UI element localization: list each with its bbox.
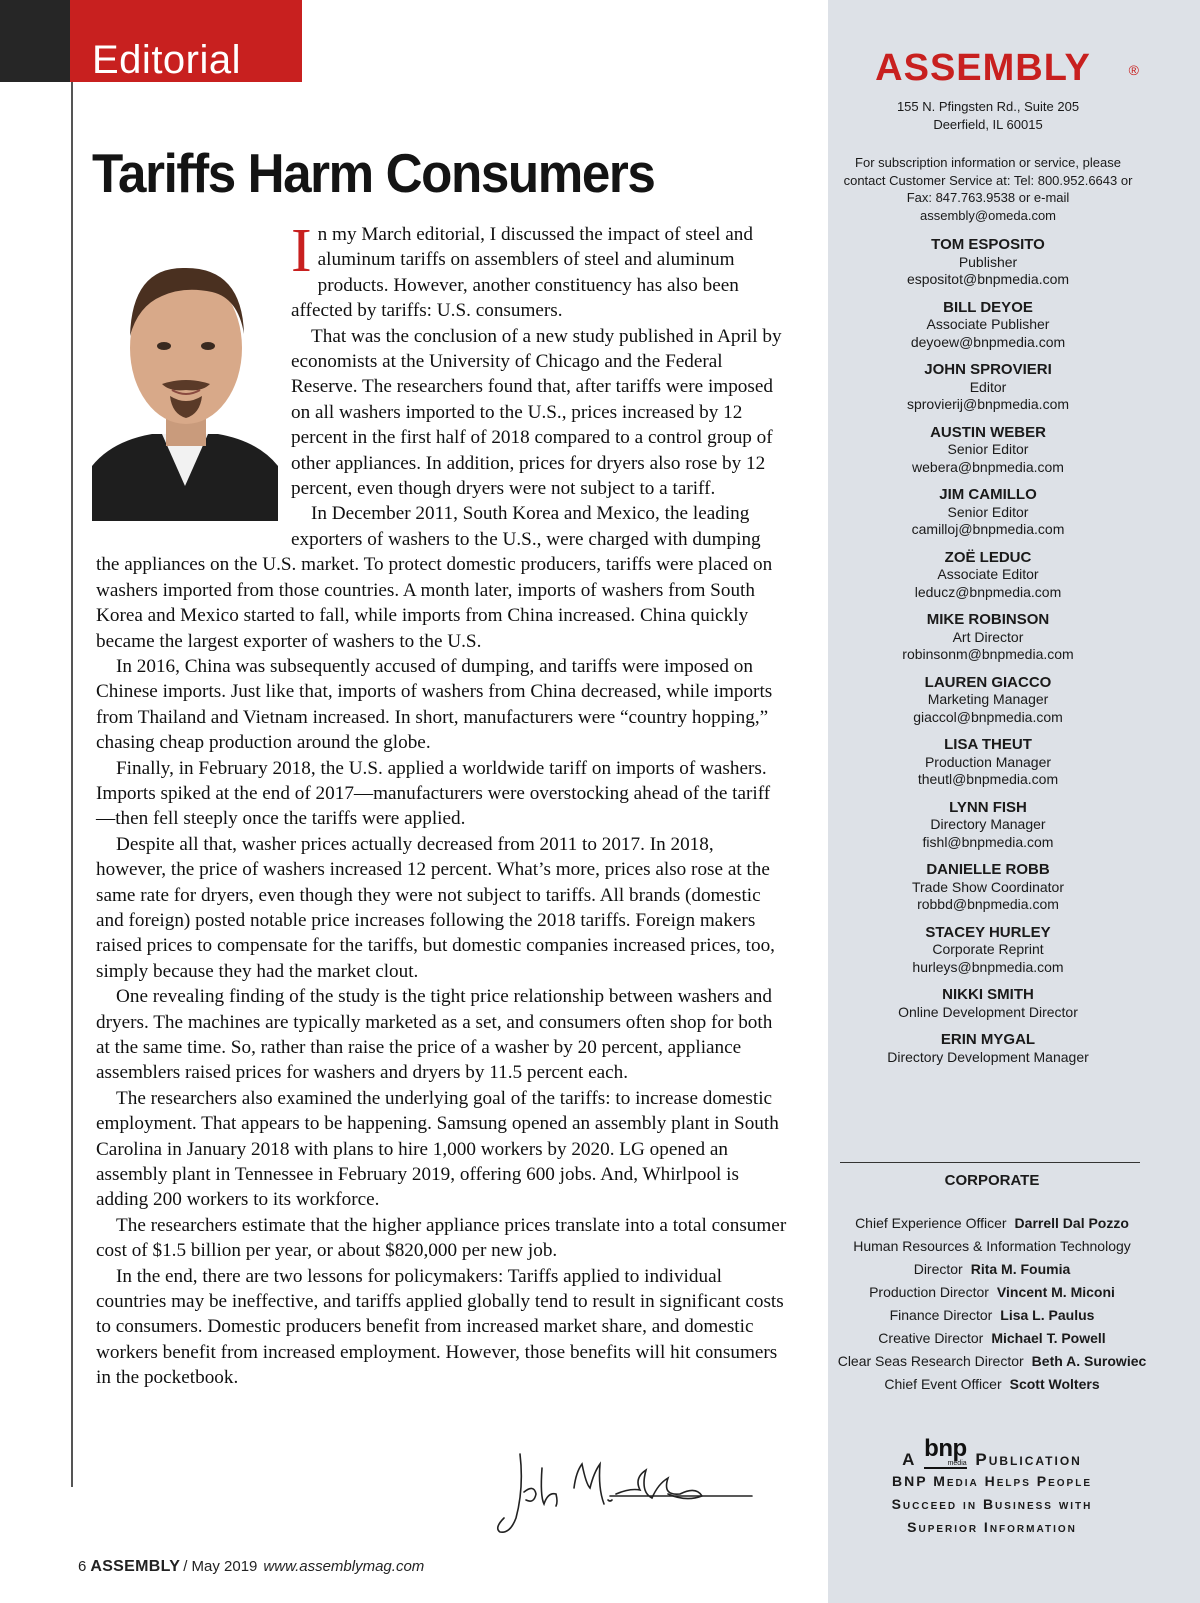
subscription-line: For subscription information or service, please (855, 155, 1121, 170)
article-headline: Tariffs Harm Consumers (92, 142, 655, 204)
staff-email[interactable]: sprovierij@bnpmedia.com (906, 396, 1070, 412)
footer-magazine-name: ASSEMBLY (90, 1558, 181, 1575)
staff-name: ERIN MYGAL (940, 1031, 1036, 1048)
page-number: 6 (78, 1558, 87, 1575)
column-rule (71, 82, 73, 1487)
staff-title: Art Director (952, 628, 1024, 645)
staff-title: Associate Editor (937, 566, 1039, 582)
article-paragraph: In 2016, China was subsequently accused of dumping, and tariffs were imposed on Chinese imports. Just like that, imports of washers from China decreased, while imports from Thailand and Vietnam increased. In short, manufacturers were “country hopping,” chasing cheap production around the globe. (96, 655, 773, 754)
staff-entry (828, 861, 1148, 914)
corporate-entry (828, 1304, 1156, 1327)
staff-name: AUSTIN WEBER (930, 423, 1046, 441)
tagline-line: Superior Information (907, 1519, 1077, 1535)
article-body (96, 217, 788, 1391)
staff-email[interactable]: theutl@bnpmedia.com (917, 771, 1059, 787)
staff-title: Publisher (958, 253, 1018, 270)
corporate-name: Scott Wolters (1009, 1376, 1100, 1392)
staff-title: Directory Development Manager (887, 1048, 1089, 1065)
staff-title: Directory Manager (930, 816, 1046, 832)
staff-name: STACEY HURLEY (925, 923, 1051, 941)
bnp-prefix: A (902, 1450, 916, 1469)
corporate-name: Rita M. Foumia (970, 1261, 1071, 1277)
staff-entry (828, 361, 1148, 414)
staff-email[interactable]: giaccol@bnpmedia.com (913, 708, 1063, 725)
staff-entry (828, 799, 1148, 852)
staff-name: ZOË LEDUC (944, 548, 1032, 566)
bnp-tagline (828, 1470, 1156, 1539)
staff-email[interactable]: robinsonm@bnpmedia.com (902, 646, 1074, 662)
staff-entry (828, 986, 1148, 1021)
corporate-entry (828, 1327, 1156, 1350)
tagline-line: Succeed in Business with (891, 1496, 1093, 1512)
staff-name: BILL DEYOE (943, 298, 1033, 316)
corporate-entry (828, 1258, 1156, 1281)
bnp-media-logo (924, 1435, 967, 1469)
staff-name: LYNN FISH (949, 798, 1027, 816)
staff-entry (828, 486, 1148, 539)
staff-entry (828, 236, 1148, 289)
article-paragraph: One revealing finding of the study is the tight price relationship between washers and dryers. The machines are typically marketed as a set, and consumers often shop for both at the same time. So, rather than raise the price of a washer by 20 percent, appliance assemblers raised prices for washers and dryers by 11.5 percent each. (96, 986, 773, 1084)
staff-title: Senior Editor (947, 503, 1029, 520)
corporate-role: Clear Seas Research Director (837, 1353, 1024, 1369)
sidebar-divider (840, 1162, 1140, 1163)
corporate-role: Chief Experience Officer (855, 1215, 1007, 1231)
bnp-publication-label: Publication (975, 1450, 1082, 1469)
article-paragraph-text: n my March editorial, I discussed the impact of steel and aluminum tariffs on assemblers of steel and aluminum products. However, another constituency has also been affected by tariffs: U.S. consumers. (291, 224, 753, 322)
corporate-role: Human Resources & Information Technology (853, 1238, 1131, 1254)
section-tab-accent (0, 0, 70, 82)
staff-name: MIKE ROBINSON (926, 611, 1050, 628)
staff-title: Trade Show Coordinator (911, 878, 1064, 895)
address-line: 155 N. Pfingsten Rd., Suite 205 (896, 99, 1080, 114)
article-paragraph: Finally, in February 2018, the U.S. applied a worldwide tariff on imports of washers. Imports spiked at the end of 2017—manufacturers were overstocking ahead of the tariff—then fell steeply once the tariffs were applied. (96, 757, 771, 830)
staff-email[interactable]: fishl@bnpmedia.com (922, 833, 1054, 850)
article-paragraph: Despite all that, washer prices actually decreased from 2011 to 2017. In 2018, however, the price of washers increased 12 percent. What’s more, prices also rose at the same rate for dryers, even though they were not subject to tariffs. All brands (domestic and foreign) posted notable price increases following the 2018 tariffs. Foreign makers raised prices to compensate for the tariffs, but domestic companies increased prices, too, simply because they had the market clout. (96, 833, 775, 982)
footer-url[interactable]: www.assemblymag.com (263, 1558, 425, 1575)
corporate-name: Beth A. Surowiec (1031, 1353, 1147, 1369)
staff-list (828, 236, 1148, 1076)
corporate-entry (828, 1212, 1156, 1235)
staff-entry (828, 299, 1148, 352)
article-paragraph: In the end, there are two lessons for policymakers: Tariffs applied to individual countries may be ineffective, and tariffs applied globally tend to result in significant costs to consumers. Domestic producers benefit from increased market share, and domestic workers benefit from increased employment. However, those benefits will hit consumers in the pocketbook. (96, 1265, 784, 1389)
subscription-email[interactable]: assembly@omeda.com (919, 207, 1057, 223)
staff-title: Editor (969, 378, 1007, 395)
section-tab (70, 0, 302, 82)
staff-entry (828, 424, 1148, 477)
bnp-publication-line (828, 1435, 1156, 1471)
corporate-role: Production Director (869, 1284, 989, 1300)
corporate-role: Creative Director (878, 1330, 984, 1346)
staff-title: Associate Publisher (926, 316, 1050, 332)
drop-cap: I (291, 217, 312, 285)
corporate-role: Finance Director (889, 1307, 993, 1323)
staff-name: NIKKI SMITH (942, 986, 1034, 1003)
article-paragraph: In December 2011, South Korea and Mexico, the leading exporters of washers to the U.S., were charged with dumping the appliances on the U.S. market. To protect domestic producers, tariffs were placed on washers imported from those countries. A month later, imports of washers from South Korea and Mexico started to fall, while imports from China increased. China quickly became the largest exporter of washers to the U.S. (96, 503, 773, 652)
staff-title: Production Manager (924, 753, 1052, 770)
staff-email[interactable]: leducz@bnpmedia.com (914, 583, 1062, 600)
staff-name: JIM CAMILLO (939, 486, 1037, 503)
staff-entry (828, 549, 1148, 602)
staff-name: LAUREN GIACCO (924, 673, 1052, 691)
assembly-logo-text: ASSEMBLY (875, 47, 1091, 89)
staff-email[interactable]: webera@bnpmedia.com (912, 458, 1064, 475)
corporate-entry (828, 1235, 1156, 1258)
staff-email[interactable]: hurleys@bnpmedia.com (912, 958, 1064, 975)
assembly-logo (838, 47, 1140, 89)
page-footer (78, 1558, 424, 1576)
staff-name: JOHN SPROVIERI (924, 361, 1052, 378)
staff-email[interactable]: robbd@bnpmedia.com (917, 896, 1059, 912)
staff-name: DANIELLE ROBB (926, 861, 1050, 878)
corporate-entry (828, 1350, 1156, 1373)
staff-title: Online Development Director (898, 1003, 1078, 1020)
subscription-info (828, 154, 1148, 224)
corporate-name: Michael T. Powell (991, 1330, 1106, 1346)
corporate-heading: CORPORATE (944, 1172, 1040, 1189)
staff-email[interactable]: espositot@bnpmedia.com (906, 271, 1070, 287)
masthead-address (828, 98, 1148, 134)
photo-wrap-spacer (96, 222, 291, 527)
staff-name: TOM ESPOSITO (931, 236, 1045, 253)
masthead-sidebar (828, 0, 1200, 1603)
tagline-line: BNP Media Helps People (892, 1473, 1092, 1489)
corporate-role: Director (913, 1261, 963, 1277)
registered-mark: ® (1128, 62, 1140, 78)
article-paragraph: The researchers estimate that the higher appliance prices translate into a total consumer cost of $1.5 billion per year, or about $820,000 per new job. (96, 1214, 787, 1262)
corporate-entry (828, 1281, 1156, 1304)
corporate-name: Lisa L. Paulus (1000, 1307, 1095, 1323)
corporate-name: Darrell Dal Pozzo (1014, 1215, 1129, 1231)
staff-entry (828, 1031, 1148, 1066)
section-tab-label: Editorial (92, 38, 242, 82)
address-line: Deerfield, IL 60015 (933, 117, 1043, 132)
staff-entry (828, 674, 1148, 727)
staff-entry (828, 736, 1148, 789)
subscription-line: contact Customer Service at: Tel: 800.952.6643 or (843, 172, 1133, 188)
corporate-name: Vincent M. Miconi (996, 1284, 1115, 1300)
staff-title: Senior Editor (947, 441, 1029, 457)
article-paragraph: The researchers also examined the underlying goal of the tariffs: to increase domestic employment. That appears to be happening. Samsung opened an assembly plant in South Carolina in January 2018 with plans to hire 1,000 workers by 2020. LG opened an assembly plant in Tennessee in February 2019, offering 600 jobs. And, Whirlpool is adding 200 workers to its workforce. (96, 1087, 779, 1211)
staff-title: Marketing Manager (927, 691, 1049, 707)
footer-issue: / May 2019 (183, 1558, 258, 1575)
staff-email[interactable]: deyoew@bnpmedia.com (910, 333, 1066, 350)
corporate-role: Chief Event Officer (884, 1376, 1002, 1392)
staff-entry (828, 924, 1148, 977)
bnp-logo-subtext: media (947, 1460, 967, 1467)
staff-email[interactable]: camilloj@bnpmedia.com (911, 521, 1065, 537)
corporate-list (828, 1212, 1156, 1396)
editor-signature (490, 1448, 760, 1540)
corporate-entry (828, 1373, 1156, 1396)
staff-title: Corporate Reprint (932, 941, 1044, 957)
subscription-line: Fax: 847.763.9538 or e-mail (906, 190, 1070, 205)
bnp-logo-text: bnp (924, 1435, 967, 1462)
article-paragraph: That was the conclusion of a new study published in April by economists at the University of Chicago and the Federal Reserve. The researchers found that, after tariffs were imposed on all washers imported to the U.S., prices increased by 12 percent in the first half of 2018 compared to a control group of other appliances. In addition, prices for dryers also rose by 12 percent, even though dryers were not subject to a tariff. (291, 325, 782, 500)
staff-entry (828, 611, 1148, 664)
staff-name: LISA THEUT (944, 736, 1032, 753)
